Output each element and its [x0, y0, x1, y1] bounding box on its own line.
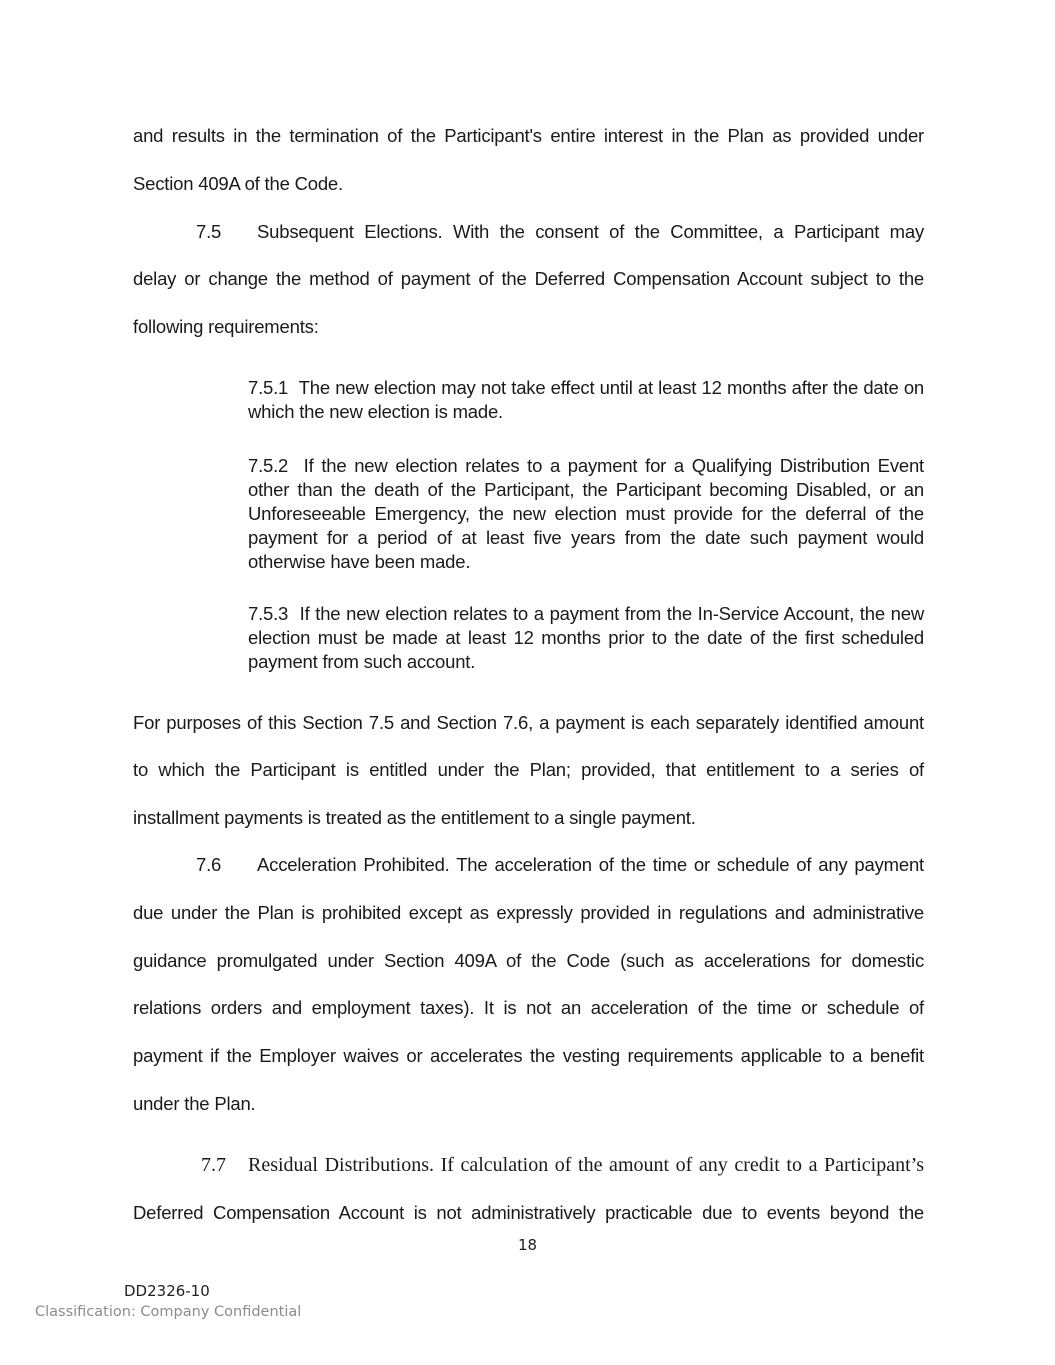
subsection-7-5-3: 7.5.3 If the new election relates to a payment from the In-Service Account, the new election must be made at least 12 months prior to the date of the first scheduled payment from such account. — [248, 603, 924, 672]
page-number: 18 — [517, 1236, 538, 1254]
classification-label: Classification: Company Confidential — [35, 1304, 302, 1320]
paragraph-line: For purposes of this Section 7.5 and Section 7.6, a payment is each separately identified amount — [133, 712, 924, 733]
paragraph-line: following requirements: — [133, 316, 319, 337]
paragraph-line: and results in the termination of the Participant's entire interest in the Plan as provided under — [133, 125, 924, 146]
subsection-7-5-1: 7.5.1 The new election may not take effect until at least 12 months after the date on which the new election is made. — [248, 377, 924, 422]
subsection-7-5-2: 7.5.2 If the new election relates to a payment for a Qualifying Distribution Event other than the death of the Participant, the Participant becoming Disabled, or an Unforeseeable Emergency, the new election must provide for the deferral of the payment for a period of at least five years from the date such payment would otherwise have been made. — [248, 455, 924, 572]
paragraph-line: Section 409A of the Code. — [133, 173, 343, 194]
section-number-7-5: 7.5 — [196, 221, 222, 242]
paragraph-line: delay or change the method of payment of the Deferred Compensation Account subject to the — [133, 268, 924, 289]
document-id: DD2326-10 — [124, 1282, 210, 1300]
section-heading-7-5: Subsequent Elections. With the consent of the Committee, a Participant may — [257, 221, 924, 242]
paragraph-line: due under the Plan is prohibited except as expressly provided in regulations and administrative — [133, 902, 924, 923]
section-number-7-7: 7.7 — [201, 1154, 226, 1176]
paragraph-line: installment payments is treated as the entitlement to a single payment. — [133, 807, 696, 828]
paragraph-line: Deferred Compensation Account is not administratively practicable due to events beyond the — [133, 1202, 924, 1223]
paragraph-line: payment if the Employer waives or accelerates the vesting requirements applicable to a benefit — [133, 1045, 924, 1066]
section-number-7-6: 7.6 — [196, 854, 222, 875]
section-heading-7-7: Residual Distributions. If calculation of the amount of any credit to a Participant’s — [248, 1154, 924, 1176]
paragraph-line: guidance promulgated under Section 409A of the Code (such as accelerations for domestic — [133, 950, 924, 971]
paragraph-line: to which the Participant is entitled under the Plan; provided, that entitlement to a series of — [133, 759, 924, 780]
paragraph-line: under the Plan. — [133, 1093, 256, 1114]
paragraph-line: relations orders and employment taxes). It is not an acceleration of the time or schedule of — [133, 997, 924, 1018]
section-heading-7-6: Acceleration Prohibited. The acceleration of the time or schedule of any payment — [257, 854, 924, 875]
